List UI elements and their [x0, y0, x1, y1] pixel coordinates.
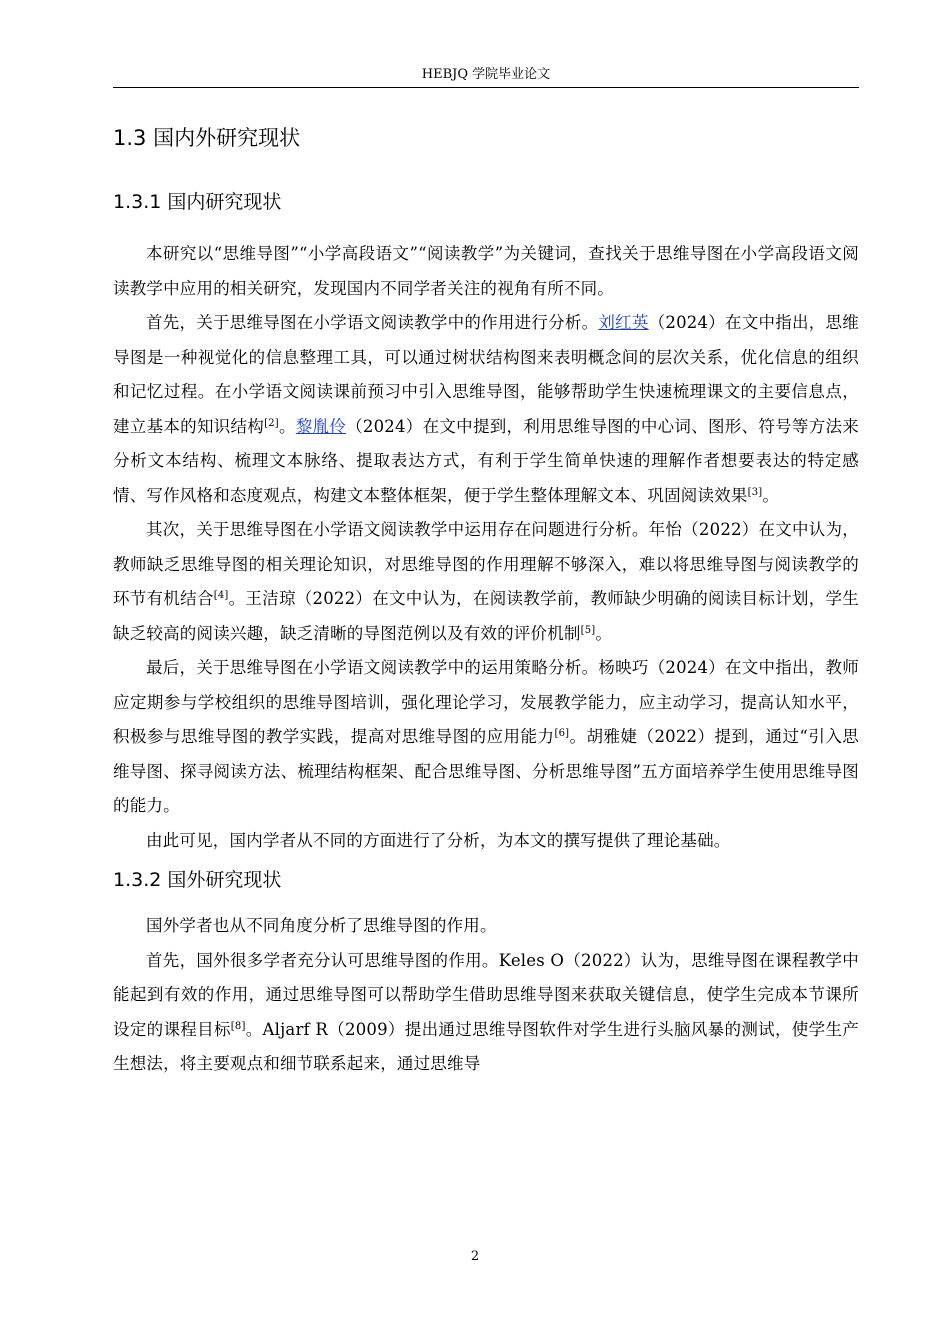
paragraph-foreign-intro: 国外学者也从不同角度分析了思维导图的作用。 [146, 916, 497, 935]
citation-ref: [3] [747, 486, 763, 498]
text-span: 。王洁琼（2022）在文中认为，在阅读教学前，教师缺少明确的阅读目标计划，学生缺乏较高的阅读兴趣，缺乏清晰的导图范例以及有效的评价机制 [113, 589, 859, 643]
text-span: （2024）在文中提到，利用思维导图的中心词、图形、符号等方法来分析文本结构、梳理文本脉络、提取表达方式，有利于学生简单快速的理解作者想要表达的特定感情、写作风格和态度观点，构建文本整体框架，便于学生整体理解文本、巩固阅读效果 [113, 416, 859, 505]
citation-ref: [8] [230, 1020, 246, 1032]
paragraph-domestic-problems [113, 513, 859, 651]
text-span: 。Aljarf R（2009）提出通过思维导图软件对学生进行头脑风暴的测试，使学生产生想法，将主要观点和细节联系起来，通过思维导 [113, 1019, 859, 1073]
page-header [113, 67, 859, 88]
text-span: 首先，国外很多学者充分认可思维导图的作用。Keles O（2022）认为，思维导图在课程教学中能起到有效的作用，通过思维导图可以帮助学生借助思维导图来获取关键信息，使学生完成本节课所设定的课程目标 [113, 950, 859, 1039]
text-span: （2024）在文中指出，思维导图是一种视觉化的信息整理工具，可以通过树状结构图来表明概念间的层次关系，优化信息的组织和记忆过程。在小学语文阅读课前预习中引入思维导图，能够帮助学生快速梳理课文的主要信息点，建立基本的知识结构 [113, 313, 859, 436]
section-heading-1-3-2: 1.3.2 国外研究现状 [113, 869, 282, 891]
text-span: 。 [762, 485, 780, 505]
paragraph-domestic-summary: 由此可见，国内学者从不同的方面进行了分析，为本文的撰写提供了理论基础。 [146, 830, 731, 850]
author-link-li-yinling[interactable]: 黎胤伶 [295, 416, 347, 436]
page-body [113, 118, 859, 1082]
text-span: 其次，关于思维导图在小学语文阅读教学中运用存在问题进行分析。年怡（2022）在文中认为，教师缺乏思维导图的相关理论知识，对思维导图的作用理解不够深入，难以将思维导图与阅读教学的环节有机结合 [113, 520, 859, 608]
text-span: 。 [278, 416, 296, 436]
section-heading-1-3-1: 1.3.1 国内研究现状 [113, 191, 282, 213]
paragraph-domestic-strategies [113, 651, 859, 824]
citation-ref: [5] [580, 624, 596, 636]
paragraph-foreign-function [113, 944, 859, 1082]
section-heading-1-3: 1.3 国内外研究现状 [113, 126, 301, 150]
paragraph-domestic-function [113, 306, 859, 513]
text-span: 最后，关于思维导图在小学语文阅读教学中的运用策略分析。杨映巧（2024）在文中指出，教师应定期参与学校组织的思维导图培训，强化理论学习，发展教学能力，应主动学习，提高认知水平，积极参与思维导图的教学实践，提高对思维导图的应用能力 [113, 658, 859, 746]
citation-ref: [4] [213, 590, 229, 601]
text-span: 。 [595, 623, 613, 643]
citation-ref: [6] [554, 728, 570, 739]
citation-ref: [2] [264, 417, 279, 429]
header-title: HEBJQ 学院毕业论文 [421, 67, 551, 82]
page-number: 2 [470, 1249, 480, 1264]
text-span: 首先，关于思维导图在小学语文阅读教学中的作用进行分析。 [146, 313, 599, 332]
paragraph-domestic-intro: 本研究以“思维导图”“小学高段语文”“阅读教学”为关键词，查找关于思维导图在小学高段语文阅读教学中应用的相关研究，发现国内不同学者关注的视角有所不同。 [113, 244, 859, 298]
author-link-liu-hongying[interactable]: 刘红英 [598, 313, 649, 332]
text-span: 。胡雅婕（2022）提到，通过“引入思维导图、探寻阅读方法、梳理结构框架、配合思维导图、分析思维导图”五方面培养学生使用思维导图的能力。 [113, 727, 860, 815]
